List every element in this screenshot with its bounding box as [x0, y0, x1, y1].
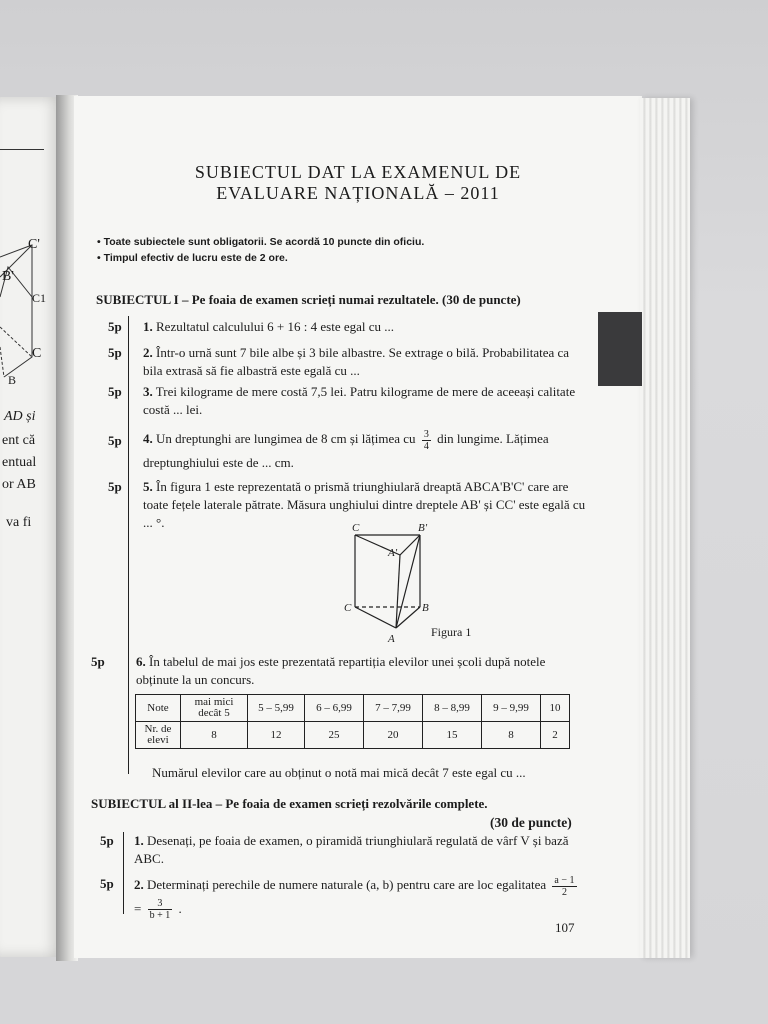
s2-item1-number: 1. — [134, 833, 144, 848]
section2-margin-line — [123, 832, 124, 914]
table-question: Numărul elevilor care au obținut o notă mai mică decât 7 este egal cu ... — [152, 765, 526, 780]
left-fragment-8: entual — [2, 455, 37, 470]
table-cell: 8 — [482, 722, 541, 749]
item1-points: 5p — [108, 319, 122, 334]
left-fragment-7: ent că — [2, 433, 36, 448]
s2-item2-fraction2-den: b + 1 — [149, 910, 171, 922]
item6 — [136, 653, 586, 689]
item2-number: 2. — [143, 345, 153, 360]
s2-item2-text-before: Determinați perechile de numere naturale (a, b) pentru care are loc egalitatea — [147, 877, 547, 892]
left-fragment-9: or AB — [2, 477, 36, 492]
item6-points: 5p — [91, 654, 105, 669]
s2-item2-fraction2 — [148, 898, 173, 921]
label-a: A — [388, 633, 395, 645]
left-page-rule — [0, 149, 44, 150]
table-cell: 15 — [423, 722, 482, 749]
section2-score: (30 de puncte) — [490, 815, 572, 830]
table-row-header — [136, 695, 570, 722]
exam-title-line1: SUBIECTUL DAT LA EXAMENUL DE — [194, 162, 522, 182]
section1-heading: SUBIECTUL I – Pe foaia de examen scrieți numai rezultatele. (30 de puncte) — [96, 292, 521, 307]
item2 — [143, 344, 588, 380]
table-cell: 8 — [181, 722, 248, 749]
section2-heading: SUBIECTUL al II-lea – Pe foaia de examen scrieți rezolvările complete. — [91, 796, 488, 811]
left-fragment-6: AD și — [4, 409, 36, 424]
label-c: C — [344, 602, 352, 614]
s2-item2-text-after: . — [178, 900, 182, 916]
figure1-caption: Figura 1 — [431, 625, 472, 639]
left-page-fragment — [0, 97, 64, 957]
item4-points: 5p — [108, 433, 122, 448]
left-fragment-3: C1 — [32, 291, 47, 305]
label-b-prime: B' — [418, 522, 428, 534]
item5-text: În figura 1 este reprezentată o prismă triunghiulară dreaptă ABCA'B'C' care are toate fețele laterale pătrate. Măsura unghiului dintre dreptele AB' și CC' este egală cu ... °. — [143, 479, 586, 530]
table-header-cell: 7 – 7,99 — [364, 695, 423, 722]
s2-item2-equals: = — [134, 900, 142, 916]
item5-number: 5. — [143, 479, 153, 494]
item1 — [143, 318, 583, 336]
page-number: 107 — [555, 920, 575, 935]
left-fragment-5: B — [8, 373, 17, 387]
item4-fraction-den: 4 — [423, 440, 429, 452]
segment-a-b-prime — [396, 535, 420, 628]
table-cell: 20 — [364, 722, 423, 749]
s2-item2 — [134, 874, 584, 921]
item4-text-after: din lungime. Lățimea dreptunghiului este de ... cm. — [143, 431, 549, 470]
exam-title-line2: EVALUARE NAȚIONALĂ – 2011 — [216, 183, 500, 203]
item1-number: 1. — [143, 319, 153, 334]
s2-item2-fraction2-num: 3 — [148, 898, 173, 910]
left-fragment-4: C — [32, 346, 42, 361]
table-header-cell: 10 — [541, 695, 570, 722]
label-c-prime: C — [352, 522, 360, 534]
table-row-counts — [136, 722, 570, 749]
table-header-cell: Note — [136, 695, 181, 722]
item1-text: Rezultatul calculului 6 + 16 : 4 este egal cu ... — [156, 319, 395, 334]
item3-number: 3. — [143, 384, 153, 399]
item4 — [143, 428, 588, 474]
edge-b-a — [396, 607, 420, 628]
item3 — [143, 383, 588, 419]
item6-number: 6. — [136, 654, 146, 669]
table-cell: 12 — [248, 722, 305, 749]
item2-points: 5p — [108, 345, 122, 360]
left-fragment-2: B' — [2, 269, 14, 284]
table-cell: 25 — [305, 722, 364, 749]
table-cell: 2 — [541, 722, 570, 749]
item2-text: Într-o urnă sunt 7 bile albe și 3 bile albastre. Se extrage o bilă. Probabilitatea ca bila extrasă să fie albastră este egală cu ... — [143, 345, 570, 378]
grades-table — [135, 694, 570, 749]
item6-text: În tabelul de mai jos este prezentată repartiția elevilor unei școli după notele obținute la un concurs. — [136, 654, 546, 687]
item4-text-before: Un dreptunghi are lungimea de 8 cm și lățimea cu — [156, 431, 416, 446]
s2-item1 — [134, 832, 584, 868]
s2-item2-fraction1 — [552, 875, 576, 898]
item3-points: 5p — [108, 384, 122, 399]
note-time: • Timpul efectiv de lucru este de 2 ore. — [97, 252, 288, 264]
item4-fraction-num: 3 — [423, 428, 429, 440]
table-cell: Nr. de elevi — [136, 722, 181, 749]
note-mandatory: • Toate subiectele sunt obligatorii. Se acordă 10 puncte din oficiu. — [97, 236, 425, 248]
table-header-cell: mai mici decât 5 — [181, 695, 248, 722]
label-b: B — [422, 602, 429, 614]
table-header-cell: 6 – 6,99 — [305, 695, 364, 722]
table-header-cell: 9 – 9,99 — [482, 695, 541, 722]
left-page-prism-fragment — [0, 237, 47, 387]
section1-margin-line — [128, 316, 129, 774]
item4-fraction — [422, 429, 431, 452]
edge-c-a — [355, 607, 396, 628]
left-fragment-1: C' — [28, 237, 40, 252]
s2-item1-points: 5p — [100, 833, 114, 848]
s2-item1-text: Desenați, pe foaia de examen, o piramidă triunghiulară regulată de vârf V și bază ABC. — [134, 833, 569, 866]
item3-text: Trei kilograme de mere costă 7,5 lei. Patru kilograme de mere de aceeași calitate costă ... lei. — [143, 384, 576, 417]
s2-item2-points: 5p — [100, 876, 114, 891]
s2-item2-fraction1-den: 2 — [561, 886, 567, 898]
page-edges — [640, 98, 690, 958]
table-header-cell: 5 – 5,99 — [248, 695, 305, 722]
left-fragment-10: va fi — [6, 515, 32, 530]
item4-number: 4. — [143, 431, 153, 446]
label-a-prime: A' — [388, 547, 398, 559]
s2-item2-fraction1-num: a − 1 — [554, 874, 575, 886]
s2-item2-number: 2. — [134, 877, 144, 892]
item5-points: 5p — [108, 479, 122, 494]
page-tab-marker — [598, 312, 642, 386]
table-header-cell: 8 – 8,99 — [423, 695, 482, 722]
